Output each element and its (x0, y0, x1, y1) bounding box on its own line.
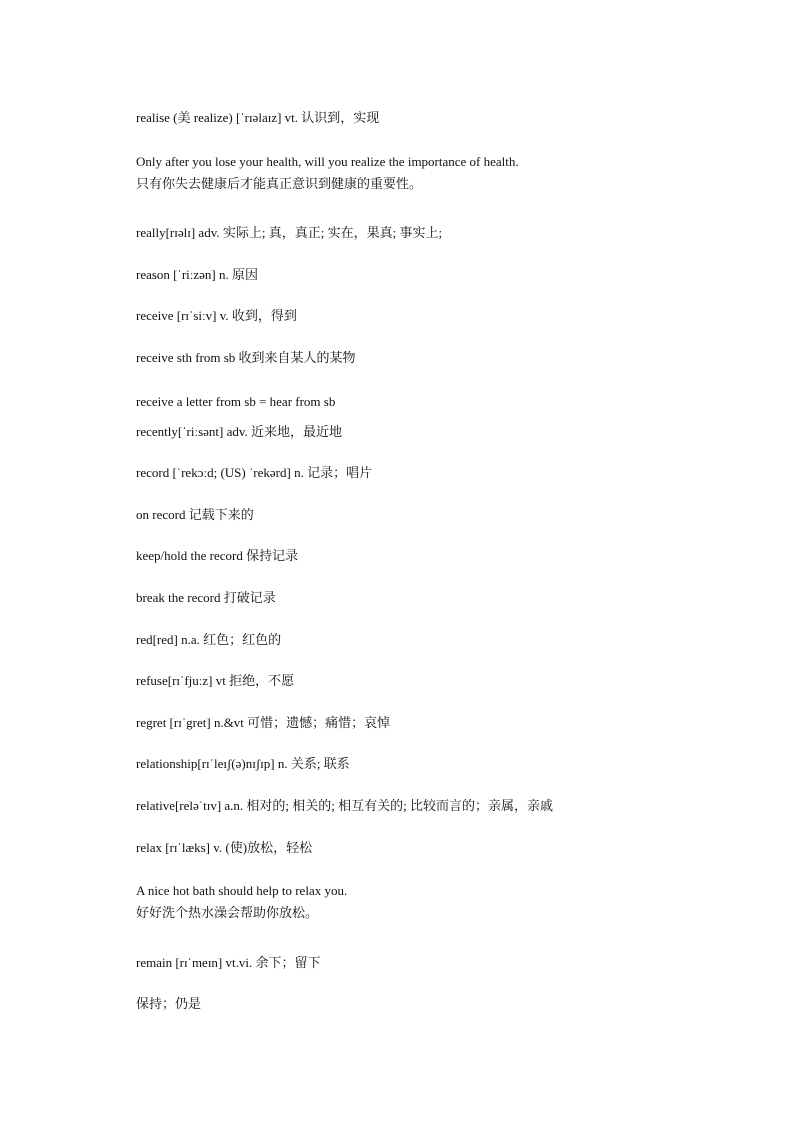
phrase-on-record: on record 记载下来的 (136, 507, 254, 522)
example-translation: 只有你失去健康后才能真正意识到健康的重要性。 (136, 176, 423, 191)
entry-regret: regret [rɪˈgret] n.&vt 可惜；遗憾；痛惜；哀悼 (136, 715, 391, 730)
entry-relationship: relationship[rɪˈleɪʃ(ə)nɪʃɪp] n. 关系; 联系 (136, 756, 350, 771)
phrase-break-record: break the record 打破记录 (136, 590, 276, 605)
entry-receive: receive [rɪˈsiːv] v. 收到，得到 (136, 308, 297, 323)
example-sentence: A nice hot bath should help to relax you. (136, 883, 348, 898)
entry-realise: realise (美 realize) [ˈrɪəlaɪz] vt. 认识到，实现 (136, 110, 380, 125)
example-sentence: Only after you lose your health, will you realize the importance of health. (136, 154, 519, 169)
phrase-receive-from: receive sth from sb 收到来自某人的某物 (136, 350, 356, 365)
entry-remain: remain [rɪˈmeɪn] vt.vi. 余下；留下 (136, 955, 321, 970)
entry-refuse: refuse[rɪˈfjuːz] vt 拒绝，不愿 (136, 673, 295, 688)
entry-record: record [ˈrekɔːd; (US) ˈrekərd] n. 记录；唱片 (136, 465, 373, 480)
example-translation: 好好洗个热水澡会帮助你放松。 (136, 905, 319, 920)
entry-red: red[red] n.a. 红色；红色的 (136, 632, 282, 647)
entry-really: really[rɪəlɪ] adv. 实际上; 真，真正; 实在，果真; 事实上; (136, 225, 443, 240)
phrase-keep-record: keep/hold the record 保持记录 (136, 548, 299, 563)
phrase-receive-letter: receive a letter from sb = hear from sb (136, 394, 336, 409)
entry-relative: relative[reləˈtɪv] a.n. 相对的; 相关的; 相互有关的; 比较而言的；亲属，亲戚 (136, 798, 554, 813)
entry-reason: reason [ˈriːzən] n. 原因 (136, 267, 259, 282)
entry-recently: recently[ˈriːsənt] adv. 近来地，最近地 (136, 424, 343, 439)
entry-relax: relax [rɪˈlæks] v. (使)放松，轻松 (136, 840, 313, 855)
entry-remain-continued: 保持；仍是 (136, 996, 202, 1011)
